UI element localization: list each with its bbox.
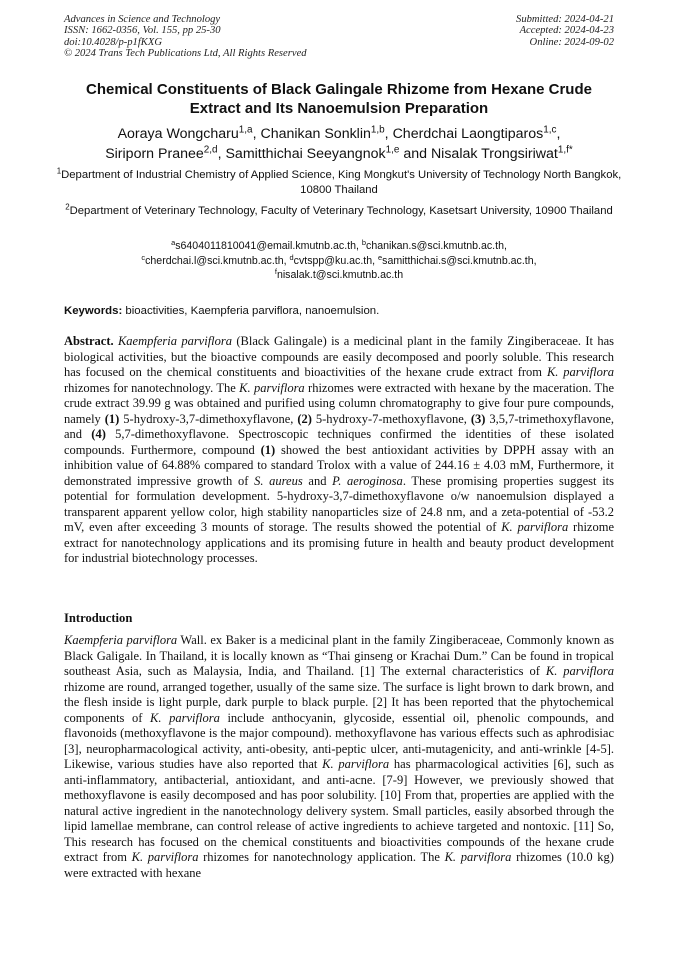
compound-number: (1) (260, 442, 276, 457)
introduction-heading: Introduction (64, 611, 133, 625)
email-address: cvtspp@ku.ac.th (293, 254, 373, 267)
author-line-2 (40, 144, 638, 164)
author-name: Chanikan Sonklin (260, 126, 371, 142)
species-name: S. aureus (254, 473, 303, 488)
species-name: Kaempferia parviflora (64, 633, 178, 647)
author-affiliation-sup: 2,d (203, 144, 218, 156)
abstract (64, 334, 614, 567)
introduction (64, 633, 614, 881)
affiliation-1 (56, 168, 622, 198)
keywords-text: bioactivities, Kaempferia parviflora, nanoemulsion. (125, 305, 380, 317)
author-separator: , (217, 146, 226, 162)
email-address: chanikan.s@sci.kmutnb.ac.th, (366, 240, 507, 252)
species-name: K. parviflora (239, 380, 305, 395)
abstract-text: and (302, 473, 333, 488)
paper-title (40, 80, 638, 118)
compound-number: (3) (470, 411, 486, 426)
abstract-paragraph (64, 334, 614, 567)
intro-text: Wall. ex Baker is a medicinal plant in the family Zingiberaceae, Commonly known as Black Galigale. In Thailand, it is locally known as “Thai ginseng or Krachai Dum.” Can be found in tropical southeast Asia, such as Malaysia, India, and Thailand. [1] The external characteristics of (64, 633, 614, 678)
species-name: P. aeroginosa (332, 473, 403, 488)
author-name: Nisalak Trongsiriwat (430, 146, 558, 162)
online-date: Online: 2024-09-02 (529, 36, 614, 48)
abstract-label: Abstract. (64, 334, 114, 348)
email-line-1 (56, 239, 622, 254)
abstract-text: 5,7-dimethoxyflavone. Spectroscopic techniques confirmed the identities of these isolated compounds. Furthermore, compound (64, 427, 614, 457)
affiliation-2 (56, 204, 622, 219)
author-separator: , (556, 126, 561, 142)
introduction-paragraph (64, 633, 614, 881)
author-name: Aoraya Wongcharu (117, 126, 239, 142)
compound-number: (2) (297, 411, 312, 426)
email-line-3 (56, 268, 622, 283)
compound-number: (4) (91, 427, 106, 441)
journal-name: Advances in Science and Technology (64, 14, 221, 25)
intro-text: rhizomes (10.0 kg) were extracted with hexane (64, 850, 614, 880)
author-separator: , (384, 126, 393, 142)
email-separator: , (356, 240, 362, 252)
abstract-text: . These promising properties suggest its potential for formulation development. 5-hydroxy-3,7-dimethoxyflavone o/w nanoemulsion displayed a transparent apparent yellow color, high stability nanoparticles size of 24.8 nm, and a zeta-potential of -53.2 mV, even after exceeding 3 mounts of storage. The results showed the potential of (64, 473, 615, 534)
email-line-2 (56, 254, 622, 269)
author-name: Samitthichai Seeyangnok (225, 146, 386, 162)
author-affiliation-sup: 1,f* (557, 144, 573, 156)
author-affiliation-sup: 1,e (385, 144, 400, 156)
abstract-text: rhizomes for nanotechnology. The (64, 380, 240, 395)
issn: ISSN: 1662-0356, Vol. 155, pp 25-30 (64, 25, 221, 37)
author-name: Cherdchai Laongtiparos (392, 126, 544, 142)
abstract-text: 5-hydroxy-3,7-dimethoxyflavone, (119, 411, 298, 426)
intro-text: rhizome are round, arranged together, usually of the same size. The surface is light brown to dark brown, and the flesh inside is light purple, dark purple to black purple. [2] It has been reported that the phytochemical components of (64, 679, 614, 725)
accepted-date: Accepted: 2024-04-23 (519, 25, 614, 37)
journal-header-right (516, 14, 614, 48)
species-name: K. parviflora (545, 664, 614, 678)
author-separator: and (399, 146, 431, 162)
email-address: samitthichai.s@sci.kmutnb.ac.th, (382, 254, 537, 267)
affiliation-text: Department of Industrial Chemistry of Applied Science, King Mongkut's University of Technology North Bangkok, 10800 Thailand (61, 169, 622, 196)
author-list (40, 124, 638, 164)
keywords (64, 304, 614, 318)
abstract-text: 5-hydroxy-7-methoxyflavone, (311, 411, 471, 426)
author-separator: , (252, 126, 261, 142)
species-name: Kaempferia parviflora (117, 334, 233, 348)
species-name: K. parviflora (546, 365, 614, 379)
species-name: K. parviflora (444, 850, 512, 864)
author-line-1 (40, 124, 638, 144)
email-sup: a (171, 237, 176, 247)
submitted-date: Submitted: 2024-04-21 (516, 14, 614, 25)
title-line-1: Chemical Constituents of Black Galingale Rhizome from Hexane Crude (86, 81, 592, 98)
email-address: cherdchai.l@sci.kmutnb.ac.th (145, 254, 284, 267)
email-separator: , (283, 254, 290, 267)
abstract-text: rhizome extract for nanotechnology applications and its promising future in health and beauty product development for industrial biotechnology processes. (64, 520, 614, 565)
author-name: Siriporn Pranee (105, 146, 204, 162)
copyright: © 2024 Trans Tech Publications Ltd, All Rights Reserved (64, 47, 307, 59)
compound-number: (1) (104, 411, 120, 426)
email-sup: b (361, 237, 367, 247)
affiliation-sup: 2 (65, 202, 70, 212)
intro-text: include anthocyanin, glycoside, essential oil, phenolic compounds, and flavonoids (methoxyflavone is the major compound). methoxyflavone has various effects such as aphrodisiac [3], neuropharmacological activity, anti-obesity, anti-peptic ulcer, anti-mutagenicity, and anti-wrinkle [4-5]. Likewise, various studies have also reported that (64, 710, 614, 771)
doi: doi:10.4028/p-p1fKXG (64, 36, 162, 48)
intro-text: has pharmacological activities [6], such as anti-inflammatory, antibacterial, antioxidant, and anti-acne. [7-9] However, we previously showed that methoxyflavone is easily decomposed and has poor solubility. [10] From that, properties are applied with the natural active ingredient in the nanotechnology delivery system. Small particles, easily absorbed through the lipid lamellae membrane, can control release of active ingredients to achieve targeted and nontoxic. [11] So, This research has focused on the chemical constituents and bioactivities compounds of the hexane crude extract from (64, 757, 614, 864)
abstract-text: (Black Galingale) is a medicinal plant in the family Zingiberaceae. It has biological activities, but the bioactive compounds are easily decomposed and poorly soluble. This research has focused on the chemical constituents and bioactivities of the hexane crude extract from (64, 334, 614, 379)
author-affiliation-sup: 1,c (543, 124, 557, 136)
abstract-text: showed the best antioxidant activities by DPPH assay with an inhibition value of 64.88% compared to standard Trolox with a value of 244.16 ± 4.03 mM, Furthermore, it demonstrated impressive growth of (64, 442, 614, 488)
author-affiliation-sup: 1,b (370, 124, 385, 136)
journal-header-left (64, 14, 307, 59)
species-name: K. parviflora (501, 520, 569, 534)
author-affiliation-sup: 1,a (238, 124, 253, 136)
email-address: s6404011810041@email.kmutnb.ac.th (175, 240, 356, 252)
title-line-2: Extract and Its Nanoemulsion Preparation (189, 100, 489, 117)
affiliation-text: Department of Veterinary Technology, Faculty of Veterinary Technology, Kasetsart University, 10900 Thailand (69, 205, 613, 217)
species-name: K. parviflora (150, 710, 220, 725)
species-name: K. parviflora (322, 757, 390, 771)
abstract-text: 3,5,7-trimethoxyflavone, and (64, 411, 614, 441)
email-address: nisalak.t@sci.kmutnb.ac.th (276, 269, 404, 282)
email-sup: e (378, 252, 383, 262)
abstract-text: rhizomes were extracted with hexane by the maceration. The crude extract 39.99 g was obtained and purified using column chromatography to give four pure compounds, namely (64, 380, 614, 426)
intro-text: rhizomes for nanotechnology application. The (198, 850, 445, 864)
species-name: K. parviflora (131, 850, 199, 864)
affiliation-sup: 1 (56, 166, 62, 176)
author-emails (56, 239, 622, 283)
keywords-label: Keywords: (64, 305, 123, 317)
email-sup: f (274, 267, 277, 277)
email-separator: , (372, 254, 379, 267)
email-sup: c (141, 252, 146, 262)
email-sup: d (289, 252, 294, 262)
